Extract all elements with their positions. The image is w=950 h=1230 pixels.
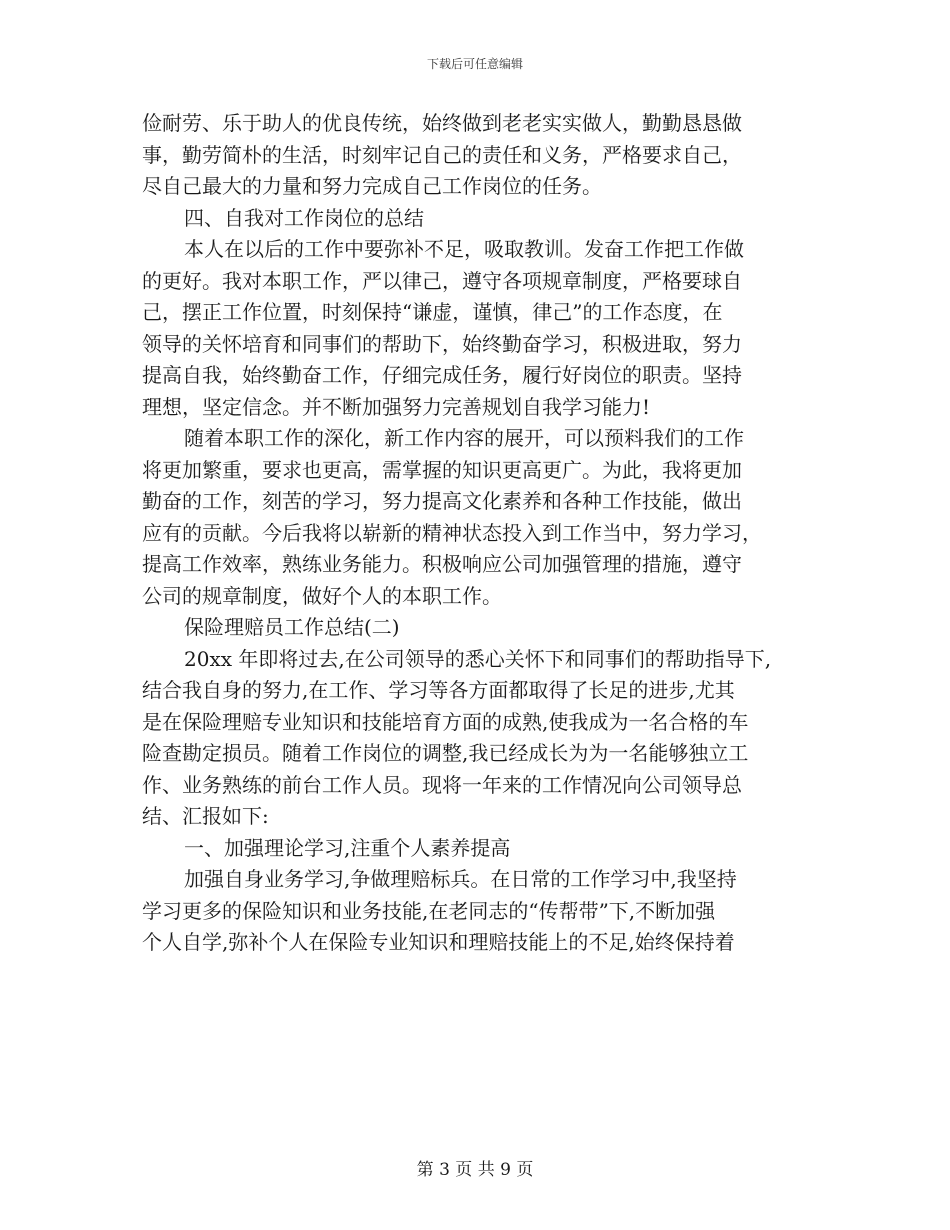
text-line: 个人自学,弥补个人在保险专业知识和理赔技能上的不足,始终保持着 — [142, 930, 735, 954]
text-line: 俭耐劳、乐于助人的优良传统，始终做到老老实实做人，勤勤恳恳做 — [142, 111, 742, 135]
page-footer: 第 3 页 共 9 页 — [416, 1160, 534, 1180]
document-body — [142, 108, 810, 959]
text-line: 本人在以后的工作中要弥补不足，吸取教训。发奋工作把工作做 — [184, 237, 744, 261]
text-line: 事，勤劳简朴的生活，时刻牢记自己的责任和义务，严格要求自己， — [142, 142, 742, 167]
text-line: 提高自我，始终勤奋工作，仔细完成任务，履行好岗位的职责。坚持 — [142, 363, 742, 387]
text-line: 结、汇报如下: — [142, 804, 269, 828]
text-line: 公司的规章制度，做好个人的本职工作。 — [142, 583, 502, 608]
text-line: 领导的关怀培育和同事们的帮助下，始终勤奋学习，积极进取，努力 — [142, 331, 742, 356]
text-line: 加强自身业务学习,争做理赔标兵。在日常的工作学习中,我坚持 — [184, 867, 737, 891]
text-line: 学习更多的保险知识和业务技能,在老同志的“传帮带”下,不断加强 — [142, 898, 716, 923]
text-line: 结合我自身的努力,在工作、学习等各方面都取得了长足的进步,尤其 — [142, 678, 735, 702]
text-line: 应有的贡献。今后我将以崭新的精神状态投入到工作当中，努力学习， — [142, 520, 762, 545]
text-line: 20xx 年即将过去,在公司领导的悉心关怀下和同事们的帮助指导下, — [184, 646, 772, 671]
text-line: 尽自己最大的力量和努力完成自己工作岗位的任务。 — [142, 174, 602, 198]
text-line: 四、自我对工作岗位的总结 — [184, 205, 424, 230]
text-line: 的更好。我对本职工作，严以律己，遵守各项规章制度，严格要球自 — [142, 268, 742, 293]
text-line: 一、加强理论学习,注重个人素养提高 — [184, 835, 511, 860]
text-line: 是在保险理赔专业知识和技能培育方面的成熟,使我成为一名合格的车 — [142, 709, 749, 734]
text-line: 险查勘定损员。随着工作岗位的调整,我已经成长为为一名能够独立工 — [142, 741, 749, 765]
text-line: 理想，坚定信念。并不断加强努力完善规划自我学习能力! — [142, 394, 651, 419]
text-line: 提高工作效率，熟练业务能力。积极响应公司加强管理的措施，遵守 — [142, 552, 742, 576]
text-line: 将更加繁重，要求也更高，需掌握的知识更高更广。为此，我将更加 — [142, 457, 742, 482]
text-line: 作、业务熟练的前台工作人员。现将一年来的工作情况向公司领导总 — [142, 772, 742, 797]
page-header: 下载后可任意编辑 — [426, 57, 523, 71]
text-line: 勤奋的工作，刻苦的学习，努力提高文化素养和各种工作技能，做出 — [142, 489, 742, 513]
text-line: 己，摆正工作位置，时刻保持“谦虚，谨慎，律己”的工作态度，在 — [142, 300, 723, 324]
text-line: 保险理赔员工作总结(二) — [184, 615, 400, 639]
text-line: 随着本职工作的深化，新工作内容的展开，可以预料我们的工作 — [184, 426, 744, 450]
